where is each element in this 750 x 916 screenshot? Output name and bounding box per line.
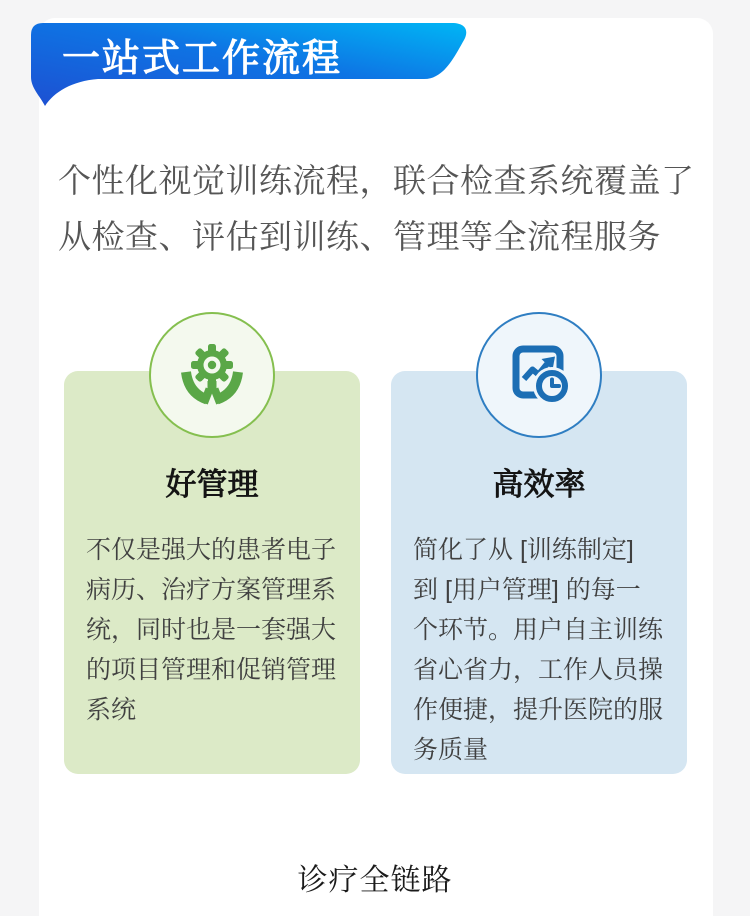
page-title: 一站式工作流程 [62, 38, 343, 80]
management-icon-circle [149, 312, 275, 438]
card-management-body: 不仅是强大的患者电子病历、治疗方案管理系统，同时也是一套强大的项目管理和促销管理系统 [86, 536, 337, 724]
footer-section-title: 诊疗全链路 [297, 864, 453, 897]
card-efficiency-title: 高效率 [492, 467, 586, 502]
efficiency-icon-circle [476, 312, 602, 438]
card-management-title: 好管理 [165, 467, 259, 502]
gear-hands-icon [174, 337, 250, 413]
intro-text: 个性化视觉训练流程，联合检查系统覆盖了从检查、评估到训练、管理等全流程服务 [58, 162, 695, 255]
card-efficiency-body: 简化了从 [训练制定] 到 [用户管理] 的每一个环节。用户自主训练省心省力，工作人员操作便捷，提升医院的服务质量 [413, 536, 664, 764]
chart-clock-icon [501, 337, 577, 413]
